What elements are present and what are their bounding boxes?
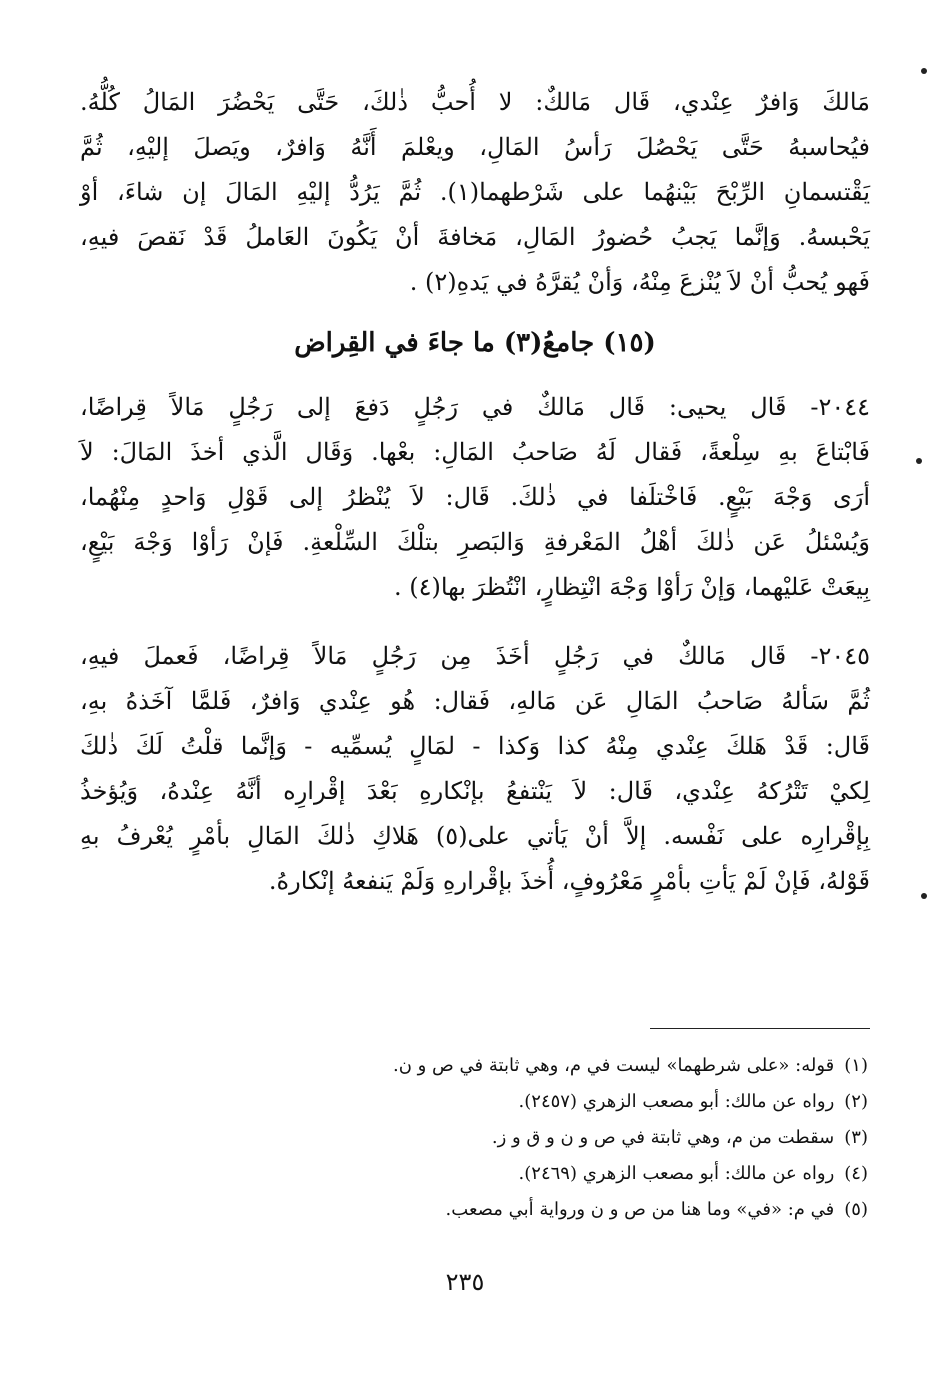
footnote-text: سقطت من م، وهي ثابتة في ص و ن و ق و ز. — [491, 1127, 835, 1148]
footnote-text: في م: «في» وما هنا من ص و ن ورواية أبي مصعب. — [445, 1199, 835, 1220]
paragraph-2045 — [80, 634, 870, 904]
text-line: قَوْلهُ، فَإنْ لَمْ يَأتِ بأمْرٍ مَعْرُوفٍ، أُخذَ بإقْرارهِ وَلَمْ يَنفعهُ إنْكارهُ. — [268, 867, 870, 895]
text-line: يَقْتسمانِ الرِّبْحَ بَيْنهُما على شَرْطهما(١). ثُمَّ يَرُدُّ إليْهِ المَالَ إن شاءَ، أوْ — [80, 178, 871, 206]
footnote-number: (١) — [844, 1055, 868, 1076]
text-line: ٢٠٤٥- قَال مَالكٌ في رَجُلٍ أخَذَ مِن رَجُلٍ مَالاً قِراضًا، فَعملَ فيهِ، — [80, 642, 870, 670]
footnotes — [168, 1048, 868, 1228]
text-line: فَهو يُحبُّ أنْ لاَ يُنْزعَ مِنْهُ، وَأنْ يُقرَّهُ في يَدهِ(٢) . — [409, 268, 870, 296]
footnote-text: قوله: «على شرطهما» ليست في م، وهي ثابتة في ص و ن. — [392, 1055, 835, 1076]
text-line: فَابْتاعَ بهِ سِلْعةً، فَقال لَهُ صَاحبُ المَالِ: بعْها. وَقَال الَّذي أخذَ المَالَ: لاَ — [80, 438, 870, 466]
footnote-number: (٣) — [844, 1127, 868, 1148]
footnote-number: (٤) — [844, 1163, 868, 1184]
page-number: ٢٣٥ — [445, 1268, 485, 1296]
footnote-separator — [650, 1028, 870, 1029]
section-heading: (١٥) جامعُ(٣) ما جاءَ في القِراض — [294, 328, 656, 358]
text-line: بِيعَتْ عَليْهما، وَإنْ رَأوْا وَجْهَ انْتِظارٍ، انْتُظرَ بها(٤) . — [393, 573, 870, 601]
margin-dot-lower — [921, 893, 927, 899]
footnote-2 — [168, 1084, 868, 1120]
footnote-number: (٥) — [844, 1199, 868, 1220]
paragraph-2044 — [80, 385, 870, 610]
text-line: لِكيْ تَتْرُكهُ عِنْدي، قَال: لاَ يَنْتفعُ بإنْكارهِ بَعْدَ إقْرارِه أنَّهُ عِنْدهُ، وَيُؤخذُ — [80, 777, 870, 805]
main-text — [80, 80, 870, 904]
text-line: فيُحاسبهُ حَتَّى يَحْصُلَ رَأسُ المَالِ، ويعْلمَ أَنَّهُ وَافرٌ، ويَصلَ إليْهِ، ثُمَّ — [80, 133, 870, 161]
paragraph-1 — [80, 80, 870, 305]
margin-dot-top — [921, 68, 927, 74]
text-line: مَالكَ وَافرٌ عِنْدي، قَال مَالكٌ: لا أُحبُّ ذٰلكَ، حَتَّى يَحْضُرَ المَالُ كُلُّهُ. — [80, 88, 870, 116]
text-line: ٢٠٤٤- قَال يحيى: قَال مَالكٌ في رَجُلٍ دَفعَ إلى رَجُلٍ مَالاً قِراضًا، — [80, 393, 870, 421]
margin-dot-middle — [916, 458, 922, 464]
footnote-text: رواه عن مالك: أبو مصعب الزهري (٢٤٥٧). — [518, 1091, 835, 1112]
text-line: أرَى وَجْهَ بَيْعٍ. فَاخْتلَفا في ذٰلكَ. قَال: لاَ يُنْظرُ إلى قَوْلِ وَاحدٍ مِنْهُما، — [80, 483, 870, 511]
footnote-5 — [168, 1192, 868, 1228]
text-line: قَال: قَدْ هَلكَ عِنْدي مِنْهُ كذا وَكذا - لمَالٍ يُسمِّيه - وَإنَّما قلْتُ لَكَ ذٰلكَ — [80, 732, 871, 760]
footnote-number: (٢) — [844, 1091, 868, 1112]
text-line: بِإقْرارِه على نَفْسه. إلاَّ أنْ يَأتي على(٥) هَلاكِ ذٰلكَ المَالِ بأمْرٍ يُعْرفُ بهِ — [80, 822, 870, 850]
footnote-3 — [168, 1120, 868, 1156]
text-line: وَيُسْئلُ عَن ذٰلكَ أهْلُ المَعْرفةِ وَالبَصرِ بتلْكَ السِّلْعةِ. فَإنْ رَأوْا وَجْهَ بَيْعٍ، — [80, 528, 870, 556]
text-line: ثُمَّ سَألهُ صَاحبُ المَالِ عَن مَالهِ، فَقال: هُو عِنْدي وَافرٌ، فَلمَّا آخَذهُ بهِ، — [80, 687, 870, 715]
text-line: يَحْبسهُ. وَإنَّما يَجبُ حُضورُ المَالِ، مَخافةَ أنْ يَكُونَ العَاملُ قَدْ نَقصَ فيهِ، — [80, 223, 870, 251]
footnote-text: رواه عن مالك: أبو مصعب الزهري (٢٤٦٩). — [518, 1163, 835, 1184]
footnote-4 — [168, 1156, 868, 1192]
footnote-1 — [168, 1048, 868, 1084]
